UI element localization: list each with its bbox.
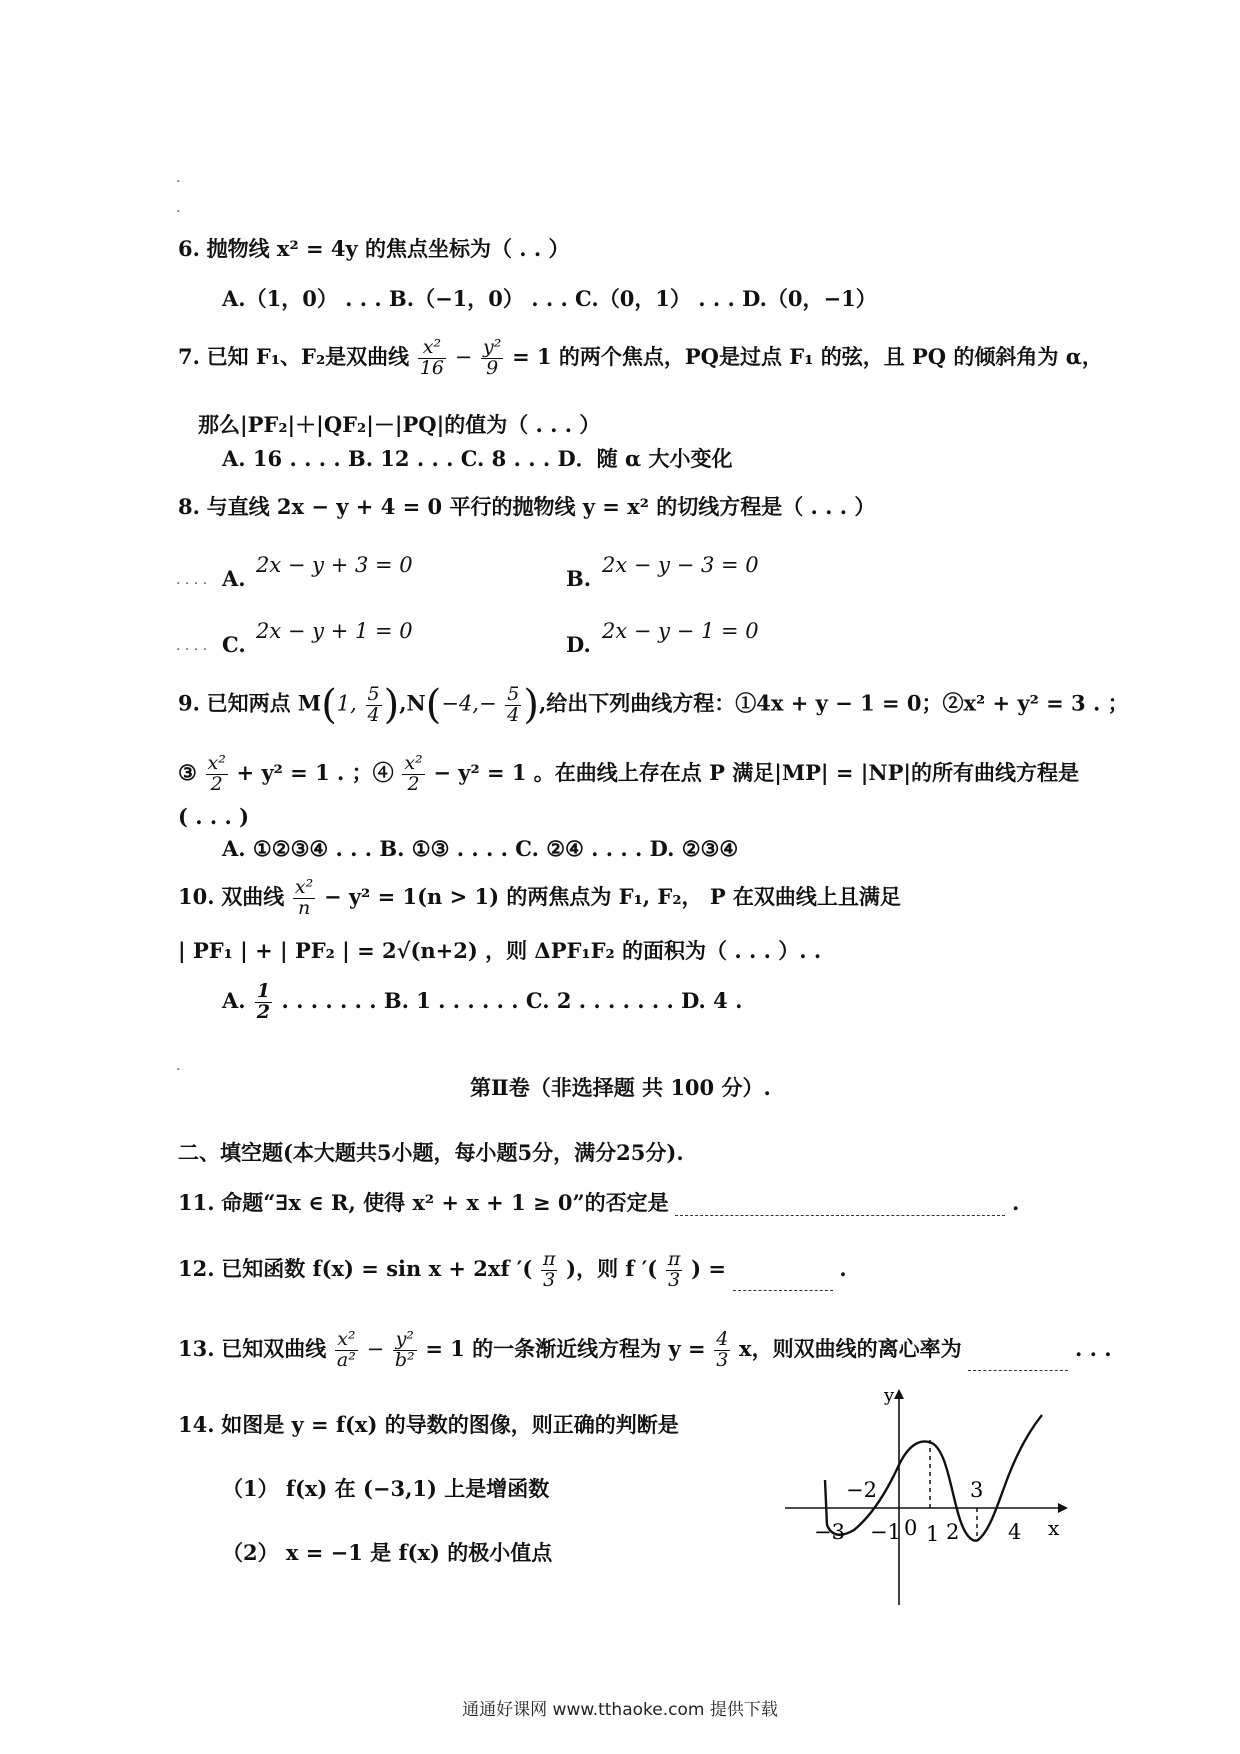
tick-label: 2 xyxy=(946,1520,960,1544)
right-paren: ) xyxy=(383,682,400,728)
fraction: $\frac{\text{x²}}{n}$ xyxy=(294,876,314,919)
question-14-item-2: （2） x = −1 是 f(x) 的极小值点 xyxy=(222,1540,553,1565)
question-9-curves xyxy=(178,754,1079,795)
question-tail: . xyxy=(839,1255,847,1281)
question-13 xyxy=(178,1330,1112,1371)
minus-sign: − xyxy=(366,1336,385,1361)
option-d: 2x − y − 1 = 0 xyxy=(602,619,759,643)
question-stem-part: 已知双曲线 xyxy=(221,1335,327,1361)
left-paren: ( xyxy=(425,682,442,728)
tick-label: 3 xyxy=(970,1478,984,1502)
question-number: 9. xyxy=(178,690,200,716)
question-9-options: A. ①②③④ . . . B. ①③ . . . . C. ②④ . . . . D. ②③④ xyxy=(222,836,739,861)
fraction: $\frac{5}{4}$ xyxy=(367,682,380,726)
option-a: 2x − y + 3 = 0 xyxy=(256,553,413,577)
question-number: 10. xyxy=(178,883,215,909)
derivative-graph xyxy=(780,1385,1080,1610)
option-label-d: D. xyxy=(566,632,591,657)
question-stem-part: ) = xyxy=(691,1255,726,1281)
stray-mark: . xyxy=(176,200,181,216)
question-number: 11. xyxy=(178,1190,215,1215)
fraction: $\frac{4}{3}$ xyxy=(716,1328,729,1371)
question-9 xyxy=(178,680,1129,730)
question-7 xyxy=(178,338,1103,379)
question-number: 14. xyxy=(178,1412,215,1437)
question-stem-part: 已知两点 M xyxy=(206,690,322,716)
question-8 xyxy=(178,494,875,520)
question-stem-part: − y² = 1 。在曲线上存在点 P 满足|MP| = |NP|的所有曲线方程是 xyxy=(433,759,1079,785)
question-stem-part: 已知函数 f(x) = sin x + 2xf ′( xyxy=(221,1255,533,1281)
tick-label: 1 xyxy=(926,1522,940,1546)
question-6-options: A.（1，0） . . . B.（−1，0） . . . C.（0，1） . . . D.（0，−1） xyxy=(222,286,877,311)
question-stem-part: = 1 的一条渐近线方程为 y = xyxy=(425,1335,706,1361)
question-stem-part: x，则双曲线的离心率为 xyxy=(739,1335,962,1361)
question-14 xyxy=(178,1412,679,1438)
options-rest: . . . . . . . B. 1 . . . . . . C. 2 . . . . . . . D. 4 . xyxy=(281,987,743,1013)
fraction: $\frac{\pi}{3}$ xyxy=(667,1248,681,1291)
question-stem-part: ,给出下列曲线方程：①4x + y − 1 = 0；②x² + y² = 3 . ； xyxy=(538,690,1129,716)
leader-dots: . . . . xyxy=(176,572,208,588)
minus-sign: − xyxy=(454,344,473,369)
point-label: ,N xyxy=(399,690,426,716)
fraction: $\frac{1}{2}$ xyxy=(256,980,271,1023)
question-9-answer-paren: ( . . . ) xyxy=(178,804,250,829)
option-label-a: A. xyxy=(222,566,246,591)
footer-source: 通通好课网 www.tthaoke.com 提供下载 xyxy=(462,1700,778,1720)
question-number: 7. xyxy=(178,343,200,369)
question-stem: 如图是 y = f(x) 的导数的图像，则正确的判断是 xyxy=(221,1412,679,1437)
question-7-options: A. 16 . . . . B. 12 . . . C. 8 . . . D．随 α 大小变化 xyxy=(222,446,733,471)
tick-label: −1 xyxy=(870,1520,901,1544)
stray-mark: . xyxy=(176,170,181,186)
x-axis-label: x xyxy=(1048,1516,1060,1540)
question-number: 6. xyxy=(178,236,200,261)
part-2-title: 第Ⅱ卷（非选择题 共 100 分）. xyxy=(470,1075,771,1100)
option-label-b: B. xyxy=(566,566,592,591)
question-tail: . xyxy=(1011,1190,1020,1215)
question-stem: 抛物线 x² = 4y 的焦点坐标为（ . . ） xyxy=(206,236,570,261)
fraction: $\frac{5}{4}$ xyxy=(507,682,520,726)
answer-blank[interactable] xyxy=(968,1348,1068,1371)
question-number: 12. xyxy=(178,1255,215,1281)
tick-label: −2 xyxy=(846,1478,877,1502)
question-10 xyxy=(178,878,901,919)
question-stem-part: 双曲线 xyxy=(221,883,285,909)
y-axis-label: y xyxy=(884,1385,895,1406)
question-number: 13. xyxy=(178,1335,215,1361)
tick-label: −3 xyxy=(814,1520,845,1544)
fraction: $\frac{\text{x²}}{\text{a²}}$ xyxy=(336,1328,356,1371)
coordinate: 1, xyxy=(336,691,357,716)
fraction: $\frac{\text{x²}}{2}$ xyxy=(207,752,226,795)
question-6 xyxy=(178,236,570,262)
question-14-item-1: （1） f(x) 在 (−3,1) 上是增函数 xyxy=(222,1476,550,1501)
question-stem-part: 已知 F₁、F₂是双曲线 xyxy=(206,343,410,369)
question-stem-part: )，则 f ′( xyxy=(566,1255,658,1281)
section-2-title: 二、填空题(本大题共5小题，每小题5分，满分25分). xyxy=(178,1140,684,1165)
question-tail: . . . xyxy=(1074,1335,1112,1361)
question-stem: 命题“∃x ∈ R, 使得 x² + x + 1 ≥ 0”的否定是 xyxy=(221,1190,669,1215)
answer-blank[interactable] xyxy=(733,1268,833,1291)
right-paren: ) xyxy=(523,682,539,728)
coordinate: −4,− xyxy=(441,691,497,716)
stray-mark: . xyxy=(176,1058,181,1074)
fraction: $\frac{\text{y²}}{9}$ xyxy=(483,336,502,379)
question-7-stem-continued: 那么|PF₂|＋|QF₂|－|PQ|的值为（ . . . ） xyxy=(198,412,601,437)
question-11 xyxy=(178,1190,1019,1216)
fraction: $\frac{\pi}{3}$ xyxy=(542,1248,556,1291)
question-stem: 与直线 2x − y + 4 = 0 平行的抛物线 y = x² 的切线方程是（ . . . ） xyxy=(206,494,876,519)
fraction: $\frac{\text{x²}}{2}$ xyxy=(404,752,423,795)
tick-label: 4 xyxy=(1008,1520,1022,1544)
answer-blank[interactable] xyxy=(675,1193,1005,1216)
question-stem-part: − y² = 1(n > 1) 的两焦点为 F₁, F₂， P 在双曲线上且满足 xyxy=(323,883,901,909)
option-b: 2x − y − 3 = 0 xyxy=(602,553,759,577)
tick-label: 0 xyxy=(904,1516,918,1540)
question-10-options xyxy=(222,982,742,1023)
option-label-c: C. xyxy=(222,632,246,657)
question-12 xyxy=(178,1250,847,1291)
question-number: 8. xyxy=(178,494,200,519)
question-stem-part: = 1 的两个焦点，PQ是过点 F₁ 的弦，且 PQ 的倾斜角为 α， xyxy=(512,343,1103,369)
x-axis-arrow xyxy=(1058,1503,1068,1513)
leader-dots: . . . . xyxy=(176,638,208,654)
option-c: 2x − y + 1 = 0 xyxy=(256,619,413,643)
fraction: $\frac{\text{x²}}{16}$ xyxy=(419,336,445,379)
left-paren: ( xyxy=(321,682,337,728)
fraction: $\frac{\text{y²}}{\text{b²}}$ xyxy=(394,1328,415,1371)
y-axis-arrow xyxy=(894,1389,904,1399)
question-10-condition: | PF₁ | + | PF₂ | = 2√(n+2) ，则 ΔPF₁F₂ 的面积为（ . . . ）. . xyxy=(178,938,822,963)
option-label-a: A. xyxy=(222,987,246,1013)
question-stem-part: + y² = 1 . ；④ xyxy=(236,759,394,785)
question-stem-part: ③ xyxy=(178,759,197,785)
